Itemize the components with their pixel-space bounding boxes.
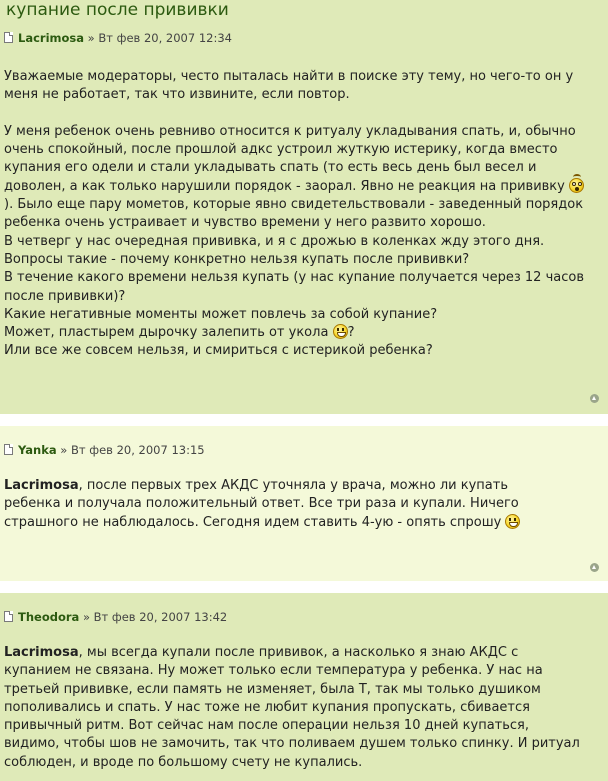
post-author[interactable]: Lacrimosa <box>18 31 85 45</box>
post-header <box>4 443 568 458</box>
post-text: У меня ребенок очень ревниво относится к ритуалу укладывания спать, и, обычно очень спокойный, после прошлой адкс устроил жуткую истерику, когда вместо купания его одели и стали укладывать спать (то есть весь день был весел и доволен, а как только нарушили порядок - заорал. Явно не реакция на прививку <box>4 123 576 194</box>
grin-smiley-icon <box>505 514 520 529</box>
post-date: » Вт фев 20, 2007 13:42 <box>82 610 228 624</box>
post-date: » Вт фев 20, 2007 12:34 <box>87 31 232 45</box>
post-separator <box>0 581 608 593</box>
post-line: Или все же совсем нельзя, и смириться с истерикой ребенка? <box>4 343 433 359</box>
post-author[interactable]: Yanka <box>18 443 57 457</box>
post-separator <box>0 414 608 426</box>
post-text: Может, пластырем дырочку залепить от укола <box>4 325 333 341</box>
post-icon[interactable] <box>4 444 13 455</box>
post-header <box>4 610 588 625</box>
back-to-top-icon[interactable] <box>590 563 599 572</box>
post-paragraph <box>4 123 588 233</box>
post-text: , мы всегда купали после прививок, а насколько я знаю АКДС с купанием не связана. Ну может только если температура у ребенка. У нас на третьей прививке, если память не изменяет, была Т, так мы только душиком пополивались и спать. У нас тоже не любит купания пропускать, сбивается привычный ритм. Вот сейчас нам после операции нельзя 10 дней купаться, видимо, чтобы шов не замочить, так что поливаем душем только спинку. И ритуал соблюден, и вроде по большому счету не купались. <box>4 645 580 770</box>
post <box>0 426 608 581</box>
post-text: ). Было еще пару мометов, которые явно свидетельствовали - заведенный порядок ребенка очень устраивает и чувство времени у него развито хорошо. <box>4 197 584 231</box>
topic-title[interactable]: купание после прививки <box>0 0 608 22</box>
post <box>0 22 608 414</box>
grin-smiley-icon <box>333 324 348 339</box>
post-line: В четверг у нас очередная прививка, и я с дрожью в коленках жду этого дня. <box>4 233 545 249</box>
post-line <box>4 324 588 342</box>
quoted-user: Lacrimosa <box>4 645 79 660</box>
post-paragraph <box>4 644 588 772</box>
post-content <box>4 477 568 532</box>
post <box>0 593 608 781</box>
post-line: Какие негативные моменты может повлечь за собой купание? <box>4 306 438 322</box>
quoted-user: Lacrimosa <box>4 478 79 493</box>
post-line: Вопросы такие - почему конкретно нельзя купать после прививки? <box>4 251 470 267</box>
post-icon[interactable] <box>4 32 13 43</box>
shocked-smiley-icon <box>569 178 584 193</box>
post-paragraph <box>4 477 568 532</box>
post-paragraph: Уважаемые модераторы, често пыталась найти в поиске эту тему, но чего-то он у меня не работает, так что извините, если повтор. <box>4 69 574 103</box>
back-to-top-icon[interactable] <box>590 394 599 403</box>
post-date: » Вт фев 20, 2007 13:15 <box>60 443 205 457</box>
post-text: , после первых трех АКДС уточняла у врача, можно ли купать ребенка и получала положительный ответ. Все три раза и купали. Ничего страшного не наблюдалось. Сегодня идем ставить 4-ую - опять спрошу <box>4 478 519 530</box>
post-content <box>4 68 588 361</box>
post-text: ? <box>347 325 355 341</box>
post-icon[interactable] <box>4 611 13 622</box>
post-author[interactable]: Theodora <box>18 610 80 624</box>
post-header <box>4 31 588 46</box>
post-line: В течение какого времени нельзя купать (у нас купание получается через 12 часов после прививки)? <box>4 270 584 304</box>
post-content <box>4 644 588 772</box>
